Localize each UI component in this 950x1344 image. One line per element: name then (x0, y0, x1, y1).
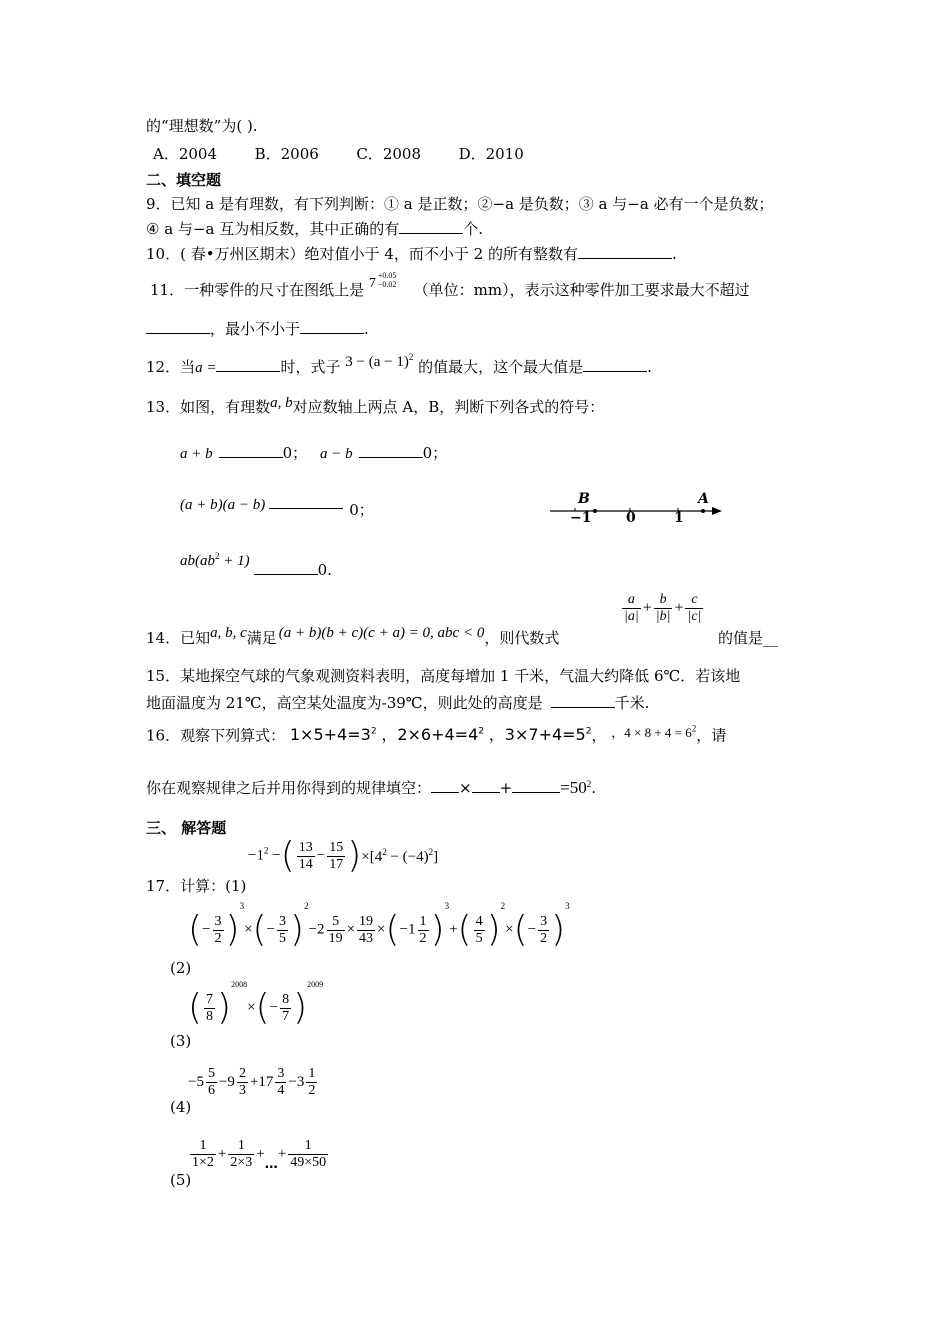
q13-text2: 对应数轴上两点 A，B，判断下列各式的符号： (292, 398, 605, 416)
q14 (146, 625, 560, 649)
q11-upper: +0.05 (377, 271, 397, 280)
q10-text: 10．( 春•万州区期末）绝对值小于 4，而不小于 2 的所有整数有 (146, 245, 578, 263)
q13-blank3[interactable] (269, 493, 343, 509)
q8-option-a: A．2004 (153, 145, 218, 163)
q17-label: 17．计算：(1) (146, 877, 247, 895)
q17-label-3: (3) (170, 1032, 192, 1050)
q13-zero2: 0； (422, 444, 448, 462)
q13-text: 13．如图，有理数 (146, 398, 271, 416)
q14-cond: (a + b)(b + c)(c + a) = 0, abc < 0 (278, 625, 485, 641)
q17-expr5: $\frac{1}{1\times 2}$ + $\frac{1}{2\times 3}$ +…+ $\frac{1}{49\times 50}$ (192, 1138, 327, 1172)
q17-expr3: ( $\frac{7}{8}$ )$^{2008}$×(− $\frac{8}{7}$ )$^{2009}$ (188, 980, 324, 1028)
q17-neg1: −1 (248, 847, 264, 864)
q11-text2: （单位：mm），表示这种零件加工要求最大不超过 (413, 281, 750, 299)
q12-text2: 时，式子 (280, 358, 341, 376)
point-a (701, 509, 705, 513)
q12-expr-text: 3 − (a − 1) (345, 354, 409, 370)
q12-text3: 的值最大，这个最大值是 (418, 358, 584, 376)
q13-blank2[interactable] (359, 442, 423, 458)
q11-end: . (364, 320, 369, 338)
q14-frac-b: $\frac{b}{|b|}$ (655, 592, 671, 624)
q13-expr3: (a + b)(a − b) (180, 497, 266, 513)
q13-row3: $ab(ab^2 + 1)$ 0. (180, 551, 332, 579)
q11-text3: ，最小不小于 (210, 320, 301, 338)
q14-fractions: $\frac{a}{|a|}$ + $\frac{b}{|b|}$ + $\frac{c}{|c|}$ (624, 592, 702, 624)
q15-unit: 千米. (614, 694, 650, 712)
q13-row1 (180, 442, 447, 464)
q16-blank1[interactable] (431, 777, 459, 793)
label-a: A (698, 491, 709, 507)
q15-line2 (146, 692, 649, 713)
q15-blank[interactable] (551, 692, 615, 708)
q9-line1: 9．已知 a 是有理数，有下列判断：① a 是正数；②−a 是负数；③ a 与−a 必有一个是负数； (146, 195, 774, 213)
q17-dots: … (264, 1156, 278, 1172)
q16-text3: 你在观察规律之后并用你得到的规律填空： (146, 779, 432, 797)
q16-blank2[interactable] (472, 777, 500, 793)
q13-vars: a, b (270, 395, 293, 411)
q17-label-4: (4) (170, 1098, 192, 1116)
q14-text2: 满足 (246, 629, 277, 647)
q9-blank[interactable] (399, 218, 463, 234)
q12-end: . (647, 358, 652, 376)
q11-line1 (150, 271, 750, 302)
q12-expr-exp: 2 (408, 352, 414, 362)
arrow-icon (712, 507, 722, 515)
q16-text: 16．观察下列算式： (146, 726, 286, 745)
q16-eq2: ，$2\times 6+4=4^2$ (381, 725, 485, 745)
q11-blank-min[interactable] (300, 318, 364, 334)
q13-expr4a: ab(ab (180, 553, 215, 569)
q16-result: =50 (560, 778, 587, 797)
q9-text: ④ a 与−a 互为相反数，其中正确的有 (146, 220, 400, 238)
q16-eq1: $1\times 5+4=3^2$ (289, 725, 377, 745)
q8-options (153, 144, 524, 164)
q8-option-d: D．2010 (458, 145, 524, 163)
q13-expr4b: + 1) (219, 553, 250, 569)
tick-minus1: −1 (570, 510, 592, 526)
q16-blank3[interactable] (512, 777, 560, 793)
q9-line2 (146, 218, 483, 239)
q8-option-c: C．2008 (356, 145, 421, 163)
q12-blank-a[interactable] (216, 356, 280, 372)
q13-zero3: 0； (349, 501, 374, 519)
q14-frac-a: $\frac{a}{|a|}$ (624, 592, 639, 624)
q10-blank[interactable] (578, 243, 672, 259)
q12-text: 12．当 (146, 358, 196, 376)
q14-text: 14．已知 (146, 629, 211, 647)
point-b (593, 509, 597, 513)
q12 (146, 353, 652, 378)
q14-frac-c: $\frac{c}{|c|}$ (687, 592, 702, 624)
q17-expr1: $-1^2$ −( $\frac{13}{14}$ − $\frac{15}{17}$ )$\times[4^2 - (-4)^2]$ (248, 835, 439, 876)
q12-var: a = (195, 360, 217, 376)
q16-line2: 你在观察规律之后并用你得到的规律填空： × + $=50^2$. (146, 778, 597, 797)
q13-row2 (180, 493, 374, 519)
label-b: B (578, 491, 590, 507)
tick-0: 0 (626, 510, 636, 526)
q11-blank-max[interactable] (146, 318, 210, 334)
q17-expr2: (− $\frac{3}{2}$ )$^3$×(− $\frac{3}{5}$ )$^2$−2 $\frac{5}{19}$ × $\frac{19}{43}$ ×(−1 $\frac{1}{2}$ )$^3$+( $\frac{4}{5}$ )$^2$×(− $\frac{3}{2}$ )$^3$ (188, 901, 570, 950)
q10 (146, 243, 677, 264)
q12-blank-max[interactable] (583, 356, 647, 372)
q14-vars: a, b, c (210, 625, 247, 641)
q14-end: 的值是__ (718, 629, 779, 647)
q13-expr2: a − b (319, 446, 353, 462)
q11-tolerance (368, 271, 409, 302)
q17-label-2: (2) (170, 959, 192, 977)
q15-line1: 15．某地探空气球的气象观测资料表明，高度每增加 1 千米，气温大约降低 6℃．若该地 (146, 667, 741, 685)
q13-blank1[interactable] (219, 442, 283, 458)
q16-line1: 16．观察下列算式： $1\times 5+4=3^2$ ，$2\times 6+4=4^2$ ，$3\times 7+4=5^2$， ，$4 \times 8 + 4 = 6^2$，请 (146, 724, 727, 745)
q13-blank4[interactable] (254, 559, 318, 575)
q13-zero4: 0. (317, 561, 332, 579)
q8-option-b: B．2006 (254, 145, 319, 163)
q11-lower: −0.02 (377, 280, 397, 289)
q9-unit: 个. (463, 220, 483, 238)
q13-expr1: a + b (180, 446, 213, 462)
q15-text: 地面温度为 21℃，高空某处温度为-39℃，则此处的高度是 (146, 694, 543, 712)
q10-end: . (671, 245, 677, 263)
q17-label-5: (5) (170, 1171, 192, 1189)
q11-base: 7 (368, 276, 376, 291)
q11-line2 (146, 318, 369, 339)
section2-title: 二、填空题 (146, 171, 222, 189)
section3-title: 三、 解答题 (146, 819, 227, 837)
q16-text2: ，请 (696, 726, 727, 745)
q14-text3: ，则代数式 (484, 629, 560, 647)
q16-eq3: ，$3\times 7+4=5^2$ (488, 725, 592, 745)
q12-expr (345, 354, 413, 370)
q11-text: 11．一种零件的尺寸在图纸上是 (150, 281, 365, 299)
q16-eq4: ，$4 \times 8 + 4 = 6^2$ (611, 724, 697, 741)
tick-1: 1 (674, 510, 684, 526)
q17-expr4: −5 $\frac{5}{6}$ −9 $\frac{2}{3}$ +17 $\frac{3}{4}$ −3 $\frac{1}{2}$ (188, 1066, 316, 1098)
q16-result-exp: 2 (586, 779, 592, 789)
q13 (146, 397, 604, 418)
q8-tail: 的“理想数”为( ). (146, 117, 258, 135)
q13-zero1: 0； (282, 444, 308, 462)
